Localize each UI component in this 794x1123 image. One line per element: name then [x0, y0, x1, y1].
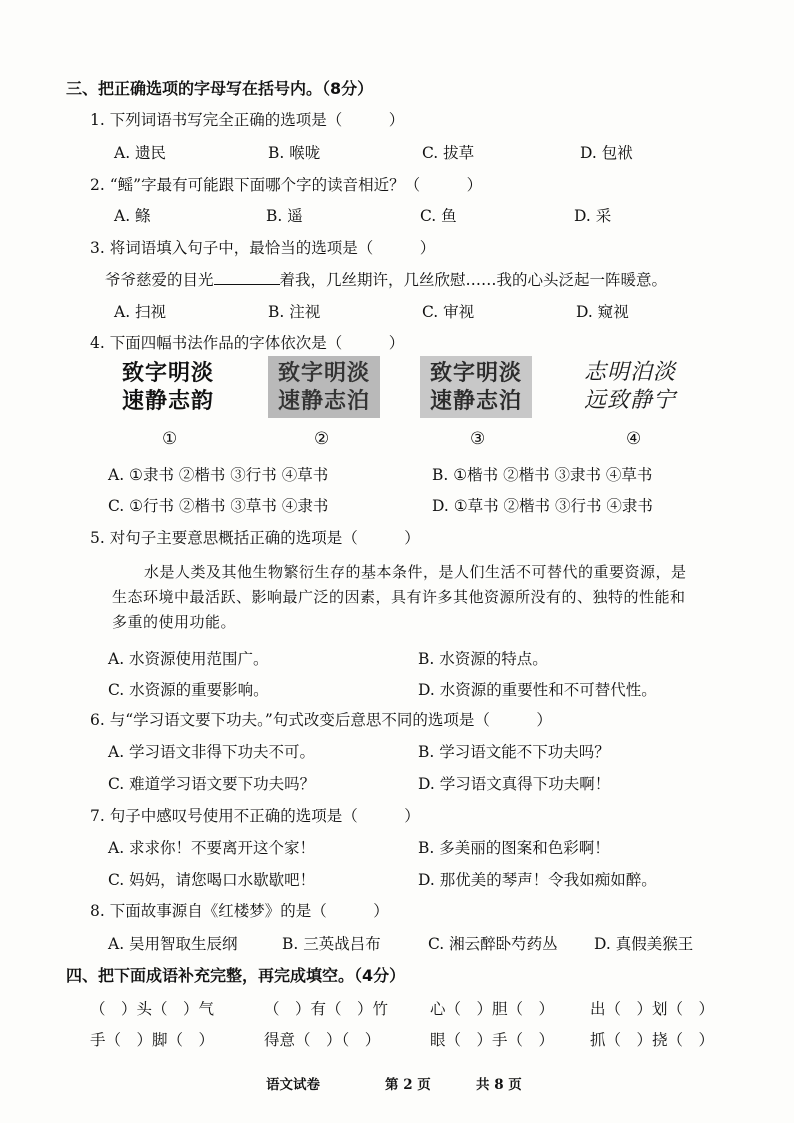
question-8-stem: 8. 下面故事源自《红楼梦》的是（ ）: [90, 902, 389, 920]
calligraphy-work-2: 致字明淡 速静志泊: [268, 356, 380, 418]
question-6-option-b: B. 学习语文能不下功夫吗？: [418, 743, 610, 761]
question-3-option-b: B. 注视: [268, 303, 321, 321]
section-4-title: 四、把下面成语补充完整，再完成填空。（4分）: [66, 966, 406, 985]
question-7-option-d: D. 那优美的琴声！令我如痴如醉。: [418, 871, 657, 889]
sentence-part-a: 爷爷慈爱的目光: [105, 271, 214, 289]
calligraphy-work-1: 致字明淡 速静志韵: [121, 360, 214, 414]
sentence-part-b: 着我，几丝期许，几丝欣慰……我的心头泛起一阵暖意。: [279, 271, 668, 289]
question-1-option-b: B. 喉咙: [268, 144, 321, 162]
question-5-option-c: C. 水资源的重要影响。: [108, 681, 269, 699]
calligraphy-work-3: 致字明淡 速静志泊: [420, 356, 532, 418]
idiom-7: 眼（ ）手（ ）: [430, 1031, 555, 1049]
question-3-option-c: C. 审视: [422, 303, 475, 321]
footer-page: 第 2 页: [385, 1077, 431, 1093]
question-8-option-c: C. 湘云醉卧芍药丛: [428, 935, 558, 953]
calligraphy-work-4: 志明泊淡 远致静宁: [583, 360, 676, 413]
question-3-sentence: [105, 268, 667, 290]
question-8-option-d: D. 真假美猴王: [594, 935, 694, 953]
question-8-option-a: A. 吴用智取生辰纲: [108, 935, 238, 953]
idiom-8: 抓（ ）挠（ ）: [590, 1031, 715, 1049]
idiom-5: 手（ ）脚（ ）: [90, 1031, 215, 1049]
question-5-option-d: D. 水资源的重要性和不可替代性。: [418, 681, 657, 699]
work-number-3: ③: [470, 429, 486, 449]
question-7-option-c: C. 妈妈，请您喝口水歇歇吧！: [108, 871, 316, 889]
question-5-option-b: B. 水资源的特点。: [418, 650, 548, 668]
question-2-option-a: A. 鲦: [114, 207, 151, 225]
question-4-option-b: B. ①楷书 ②楷书 ③隶书 ④草书: [432, 466, 653, 484]
question-6-option-c: C. 难道学习语文要下功夫吗？: [108, 775, 316, 793]
work-number-4: ④: [626, 429, 642, 449]
question-2-option-d: D. 采: [574, 207, 612, 225]
question-5-stem: 5. 对句子主要意思概括正确的选项是（ ）: [90, 529, 420, 547]
question-5-option-a: A. 水资源使用范围广。: [108, 650, 269, 668]
question-4-option-c: C. ①行书 ②楷书 ③草书 ④隶书: [108, 497, 329, 515]
question-1-stem: 1. 下列词语书写完全正确的选项是（ ）: [90, 111, 405, 129]
question-3-option-d: D. 窥视: [576, 303, 629, 321]
footer-subject: 语文试卷: [266, 1077, 320, 1093]
question-3-option-a: A. 扫视: [114, 303, 167, 321]
question-6-option-a: A. 学习语文非得下功夫不可。: [108, 743, 316, 761]
passage-line-1: 水是人类及其他生物繁衍生存的基本条件，是人们生活不可替代的重要资源，是: [144, 563, 687, 581]
question-1-option-a: A. 遗民: [114, 144, 167, 162]
question-7-option-b: B. 多美丽的图案和色彩啊！: [418, 839, 610, 857]
question-6-stem: 6. 与“学习语文要下功夫。”句式改变后意思不同的选项是（ ）: [90, 711, 552, 729]
idiom-4: 出（ ）划（ ）: [590, 1000, 715, 1018]
question-1-option-c: C. 拔草: [422, 144, 475, 162]
idiom-3: 心（ ）胆（ ）: [430, 1000, 555, 1018]
fill-blank: [214, 270, 280, 285]
question-6-option-d: D. 学习语文真得下功夫啊！: [418, 775, 611, 793]
question-1-option-d: D. 包袱: [580, 144, 633, 162]
question-4-option-a: A. ①隶书 ②楷书 ③行书 ④草书: [108, 466, 329, 484]
question-7-option-a: A. 求求你！不要离开这个家！: [108, 839, 316, 857]
question-8-option-b: B. 三英战吕布: [282, 935, 381, 953]
question-2-option-b: B. 遥: [266, 207, 303, 225]
passage-line-2: 生态环境中最活跃、影响最广泛的因素，具有许多其他资源所没有的、独特的性能和: [112, 588, 686, 606]
passage-line-3: 多重的使用功能。: [112, 613, 237, 631]
question-2-stem: 2. “鳐”字最有可能跟下面哪个字的读音相近？（ ）: [90, 176, 483, 194]
question-4-option-d: D. ①草书 ②楷书 ③行书 ④隶书: [432, 497, 653, 515]
idiom-6: 得意（ ）（ ）: [264, 1031, 381, 1049]
question-7-stem: 7. 句子中感叹号使用不正确的选项是（ ）: [90, 807, 420, 825]
question-2-option-c: C. 鱼: [420, 207, 457, 225]
section-3-title: 三、把正确选项的字母写在括号内。（8分）: [66, 79, 374, 98]
idiom-2: （ ）有（ ）竹: [264, 1000, 389, 1018]
idiom-1: （ ）头（ ）气: [90, 1000, 215, 1018]
question-3-stem: 3. 将词语填入句子中，最恰当的选项是（ ）: [90, 239, 436, 257]
footer-total: 共 8 页: [476, 1077, 522, 1093]
work-number-1: ①: [162, 429, 178, 449]
question-4-stem: 4. 下面四幅书法作品的字体依次是（ ）: [90, 334, 405, 352]
work-number-2: ②: [314, 429, 330, 449]
